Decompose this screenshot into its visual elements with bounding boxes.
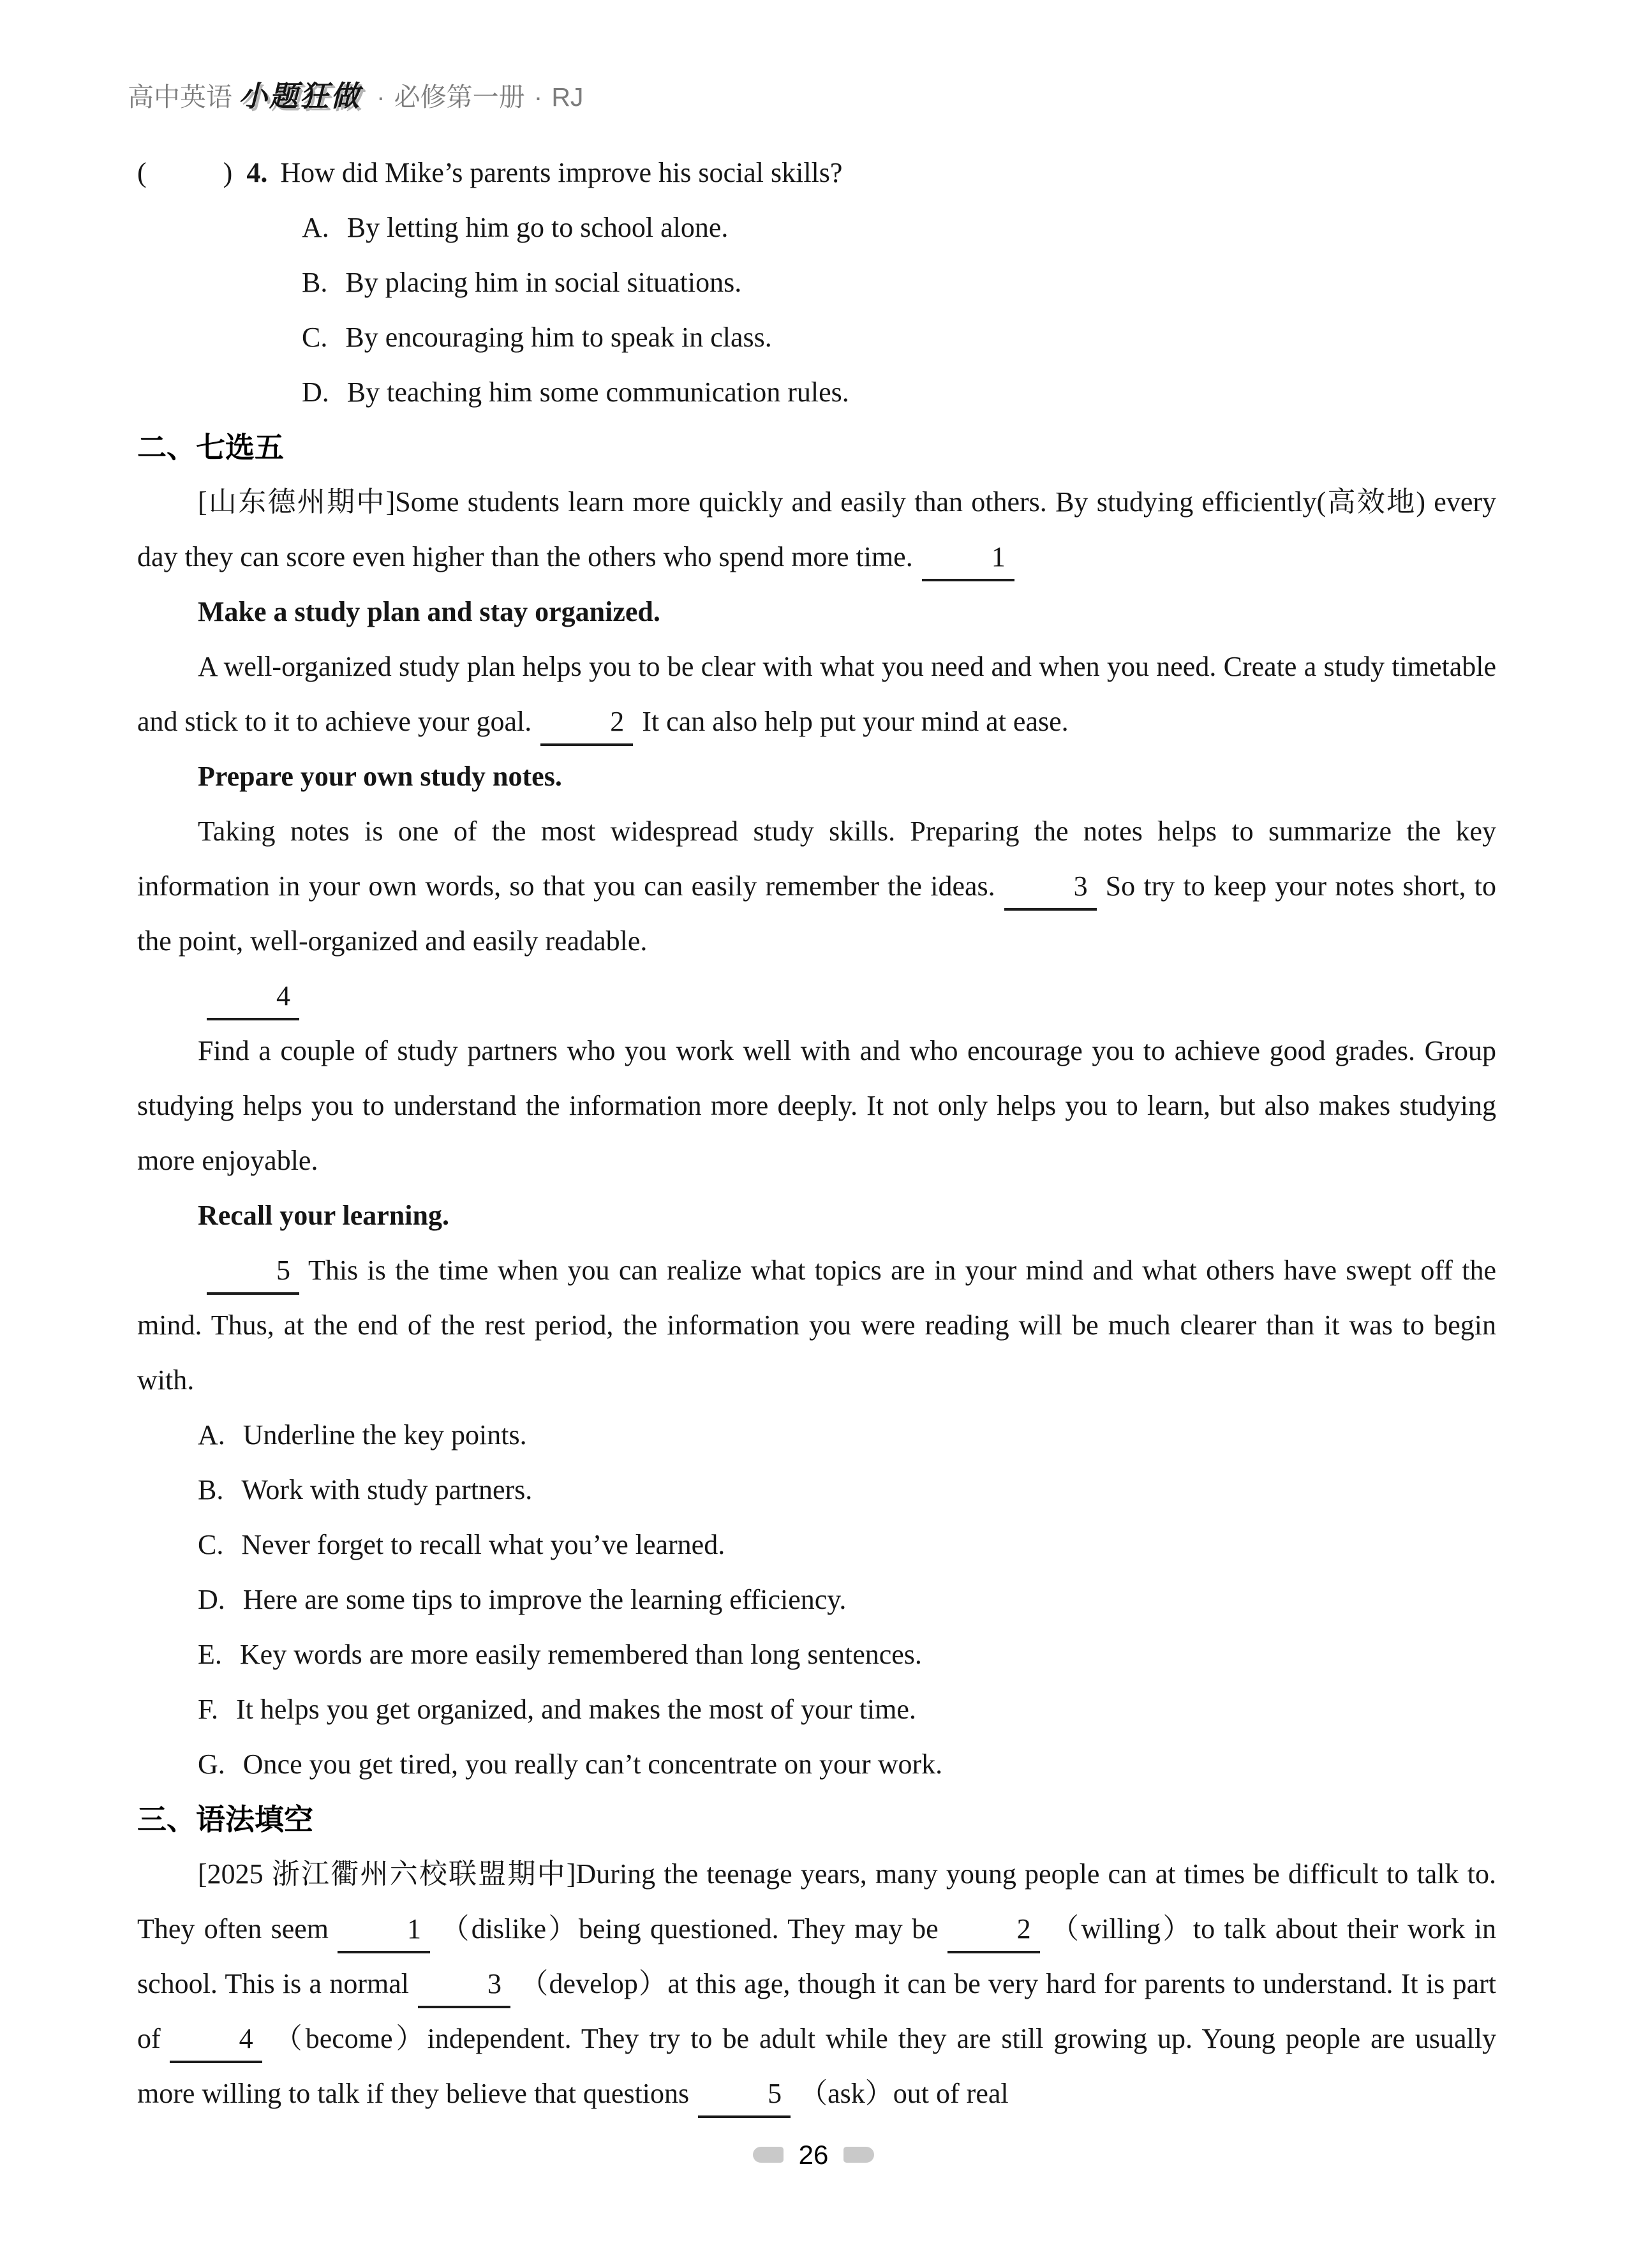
choice-text: Never forget to recall what you’ve learned. xyxy=(241,1529,725,1560)
option-label: A. xyxy=(302,212,329,243)
choice-text: Underline the key points. xyxy=(242,1419,527,1451)
grammar-blank-2: 2 xyxy=(947,1913,1040,1953)
choice-text: It helps you get organized, and makes the most of your time. xyxy=(235,1694,916,1725)
choice-text: Here are some tips to improve the learning efficiency. xyxy=(242,1584,847,1615)
choice-label: C. xyxy=(198,1529,224,1560)
choice-g xyxy=(137,1737,1496,1792)
section-2-title: 二、七选五 xyxy=(137,431,284,464)
choice-text: Key words are more easily remembered than long sentences. xyxy=(239,1639,922,1670)
question-4-option-a xyxy=(137,200,1496,255)
page-number: 26 xyxy=(798,2139,829,2170)
passage-text: A well-organized study plan helps you to be clear with what you need and when you need. Create a study timetable and stick to it to achieve your goal. xyxy=(137,651,1496,737)
passage-heading-1: Make a study plan and stay organized. xyxy=(198,596,660,627)
choice-text: Work with study partners. xyxy=(241,1474,533,1505)
answer-bracket-close: ) xyxy=(223,157,233,188)
passage-heading-3: Recall your learning. xyxy=(198,1200,449,1231)
passage-paragraph-4: Find a couple of study partners who you work well with and who encourage you to achieve good grades. Group studying helps you to understand the information more deeply. It not only helps you to learn, but also makes studying more enjoyable. xyxy=(137,1035,1496,1176)
grammar-blank-5: 5 xyxy=(698,2077,791,2118)
header-course: 高中英语 xyxy=(128,82,232,112)
header-brand-logo: 小题狂做 xyxy=(239,80,362,112)
option-label: D. xyxy=(302,377,329,408)
grammar-text: （ask）out of real xyxy=(799,2078,1009,2109)
grammar-text: （develop）at this age, though it can be very hard for parents to understand. It is part of xyxy=(137,1968,1496,2054)
gap-blank-5: 5 xyxy=(207,1254,299,1295)
choice-label: F. xyxy=(198,1694,218,1725)
choice-label: A. xyxy=(198,1419,225,1451)
grammar-blank-3: 3 xyxy=(418,1967,510,2008)
section-3-title: 三、语法填空 xyxy=(137,1803,313,1836)
option-text: By placing him in social situations. xyxy=(345,267,742,298)
gap-blank-4: 4 xyxy=(207,980,299,1020)
grammar-text: （become）independent. They try to be adult while they are still growing up. Young people are usually more willing to talk if they believe that questions xyxy=(137,2023,1496,2109)
passage-text: So try to keep your notes short, to the point, well-organized and easily readable. xyxy=(137,870,1496,957)
grammar-blank-4: 4 xyxy=(170,2022,262,2063)
question-4-option-b xyxy=(137,255,1496,310)
footer-left-pill xyxy=(753,2147,784,2163)
choice-c xyxy=(137,1518,1496,1572)
question-4-option-c xyxy=(137,310,1496,365)
footer-right-pill xyxy=(843,2147,874,2163)
choice-a xyxy=(137,1408,1496,1463)
passage-text: It can also help put your mind at ease. xyxy=(642,706,1069,737)
passage-text: Taking notes is one of the most widespread study skills. Preparing the notes helps to summarize the key information in your own words, so that you can easily remember the ideas. xyxy=(137,816,1496,902)
passage-paragraph-5 xyxy=(137,1243,1496,1408)
header-separator-2: · xyxy=(533,82,543,112)
choice-label: G. xyxy=(198,1749,225,1780)
passage-heading-2: Prepare your own study notes. xyxy=(198,761,562,792)
gap-blank-4-line xyxy=(137,969,1496,1024)
choice-text: Once you get tired, you really can’t concentrate on your work. xyxy=(242,1749,943,1780)
choice-label: B. xyxy=(198,1474,224,1505)
option-text: By teaching him some communication rules. xyxy=(346,377,849,408)
question-4-option-d xyxy=(137,365,1496,420)
option-label: C. xyxy=(302,322,328,353)
grammar-blank-1: 1 xyxy=(338,1913,430,1953)
option-text: By letting him go to school alone. xyxy=(346,212,729,243)
header-separator-1: · xyxy=(376,82,385,112)
choice-e xyxy=(137,1627,1496,1682)
grammar-text: [2025 浙江衢州六校联盟期中]During the teenage years, many young people can at times be difficult to talk to. They often seem xyxy=(137,1858,1496,1944)
answer-bracket-open: ( xyxy=(137,157,147,188)
question-stem: How did Mike’s parents improve his social skills? xyxy=(280,157,843,188)
question-4-stem-line xyxy=(137,145,1496,200)
header-volume: 必修第一册 xyxy=(394,82,525,112)
option-text: By encouraging him to speak in class. xyxy=(345,322,772,353)
grammar-text: （dislike）being questioned. They may be xyxy=(438,1913,939,1944)
question-number: 4. xyxy=(246,157,268,188)
option-label: B. xyxy=(302,267,328,298)
passage-text: This is the time when you can realize what topics are in your mind and what others have swept off the mind. Thus, at the end of the rest period, the information you were reading will be much clearer than it was to begin with. xyxy=(137,1255,1496,1396)
question-4 xyxy=(137,145,1496,420)
answer-bracket xyxy=(137,157,232,188)
page-content xyxy=(137,145,1496,2121)
grammar-text: （willing）to talk about their work in school. This is a normal xyxy=(137,1913,1497,1999)
passage-paragraph-2 xyxy=(137,639,1496,749)
passage-text: [山东德州期中]Some students learn more quickly and easily than others. By studying efficiently(高效地) every day they can score even higher than the others who spend more time. xyxy=(137,486,1496,572)
choice-label: D. xyxy=(198,1584,225,1615)
page-header xyxy=(128,82,583,110)
passage-paragraph-3 xyxy=(137,804,1496,969)
gap-blank-2: 2 xyxy=(540,705,633,746)
grammar-paragraph xyxy=(137,1847,1496,2121)
choice-d xyxy=(137,1572,1496,1627)
gap-blank-3: 3 xyxy=(1004,870,1097,911)
passage-intro-paragraph xyxy=(137,475,1496,585)
choice-b xyxy=(137,1463,1496,1518)
choice-label: E. xyxy=(198,1639,222,1670)
gap-blank-1: 1 xyxy=(922,541,1014,581)
page-footer xyxy=(0,2137,1627,2171)
choice-f xyxy=(137,1682,1496,1737)
header-edition: RJ xyxy=(551,82,584,112)
